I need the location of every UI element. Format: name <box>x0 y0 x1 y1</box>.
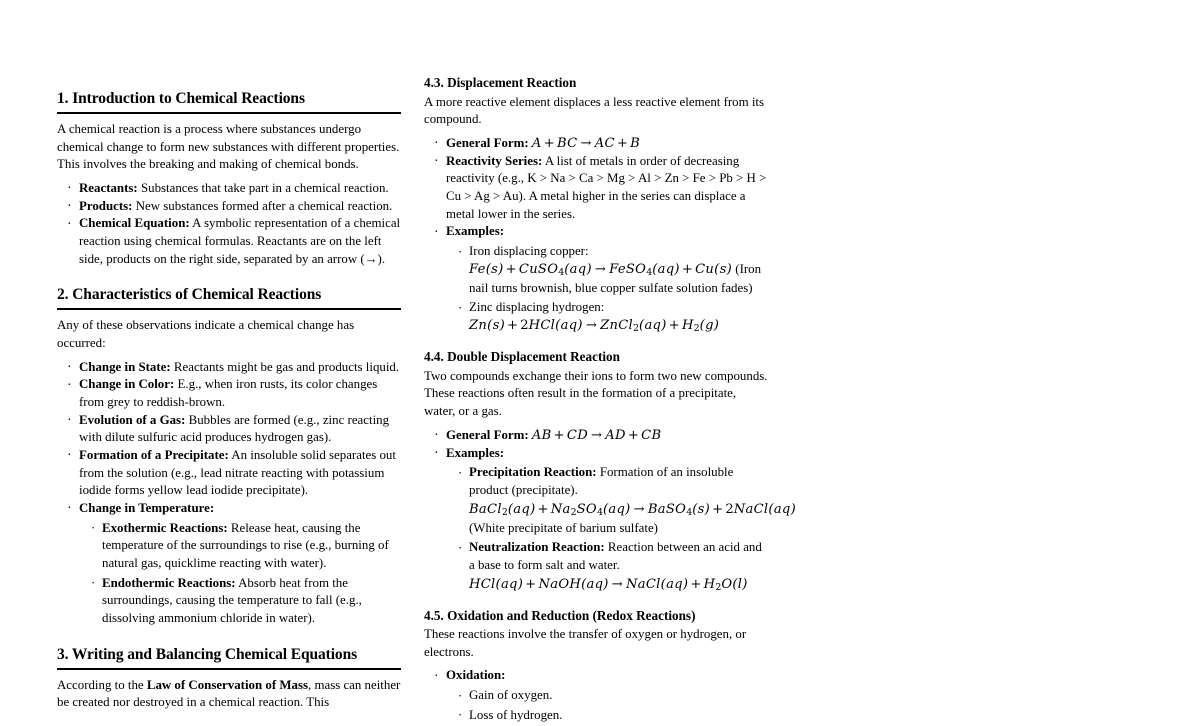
section-double-displacement-reaction <box>424 349 797 594</box>
subsection-4-4-list <box>424 427 797 595</box>
term-label: Change in Temperature: <box>79 500 215 515</box>
term-label: Evolution of a Gas: <box>79 412 186 427</box>
list-item <box>432 223 768 336</box>
example-lead: Zinc displacing hydrogen: <box>469 300 605 315</box>
general-form-equation: A + BC → AC + B <box>531 135 641 151</box>
term-label: Change in State: <box>79 359 171 374</box>
section-2-bullet-list <box>57 359 401 628</box>
section-3-intro <box>57 677 401 712</box>
example-equation: Fe(s) + CuSO$_4$(aq) → FeSO$_4$(aq) + Cu(s) <box>469 261 733 278</box>
left-column <box>57 0 401 714</box>
examples-label: Examples: <box>446 224 505 239</box>
term-text: A symbolic representation of a chemical reaction using chemical formulas. Reactants are on the left side, products on the right side, separated by an arrow (→). <box>79 216 401 266</box>
subsection-heading-4-5: 4.5. Oxidation and Reduction (Redox Reactions) <box>424 607 696 623</box>
subsection-4-3-intro: A more reactive element displaces a less reactive element from its compound. <box>424 94 765 127</box>
term-label: Chemical Equation: <box>79 216 190 231</box>
reactivity-series-label: Reactivity Series: <box>446 153 543 168</box>
term-text: New substances formed after a chemical reaction. <box>135 198 393 213</box>
list-item <box>65 376 401 411</box>
term-text: Reaction between an acid and a base to form salt and water. <box>469 540 762 572</box>
term-text: Substances that take part in a chemical reaction. <box>140 180 389 195</box>
term-label: Change in Color: <box>79 377 175 392</box>
list-item <box>456 243 768 297</box>
section-heading-3: 3. Writing and Balancing Chemical Equations <box>57 645 358 663</box>
list-item <box>65 412 401 447</box>
term-label: Reactants: <box>79 180 138 195</box>
section-introduction <box>57 90 401 268</box>
term-text: Bubbles are formed (e.g., zinc reacting with dilute sulfuric acid produces hydrogen gas). <box>79 412 390 445</box>
list-item <box>432 427 768 445</box>
example-equation: BaCl$_2$(aq) + $Na_2SO_4(aq)$ → BaSO$_4$(s) + 2NaCl(aq) <box>469 501 797 518</box>
list-item <box>432 153 768 224</box>
right-column <box>424 0 797 726</box>
section-displacement-reaction <box>424 75 768 336</box>
section-1-intro: A chemical reaction is a process where substances undergo chemical change to form new substances with different properties. This involves the breaking and making of chemical bonds. <box>57 121 400 172</box>
general-form-equation: AB + CD → AD + CB <box>531 427 662 443</box>
term-label: Products: <box>79 198 133 213</box>
list-item <box>65 500 401 628</box>
term-label: Endothermic Reactions: <box>102 575 236 590</box>
list-item: · Loss of hydrogen. <box>456 707 768 725</box>
section-characteristics <box>57 286 401 627</box>
example-lead: Iron displacing copper: <box>469 244 589 259</box>
intro-part-1: According to the <box>57 677 147 692</box>
term-label: Formation of a Precipitate: <box>79 447 229 462</box>
list-item <box>65 198 401 216</box>
list-item <box>89 575 401 628</box>
subsection-4-4-intro: Two compounds exchange their ions to form two new compounds. These reactions often result in the formation of a precipitate, water, or a gas. <box>424 368 768 418</box>
subsection-4-3-list <box>424 135 768 336</box>
section-redox-reactions <box>424 608 768 725</box>
list-item <box>432 135 768 153</box>
list-item <box>456 464 797 537</box>
law-conservation-mass: Law of Conservation of Mass <box>146 677 308 692</box>
examples-label: Examples: <box>446 445 505 460</box>
section-heading-1: 1. Introduction to Chemical Reactions <box>57 90 305 107</box>
list-item <box>456 539 768 594</box>
subsection-heading-4-4: 4.4. Double Displacement Reaction <box>424 349 620 365</box>
heading-rule <box>57 112 401 114</box>
heading-rule <box>57 308 401 310</box>
heading-rule <box>57 668 401 670</box>
list-item <box>65 215 401 268</box>
list-item <box>456 299 768 336</box>
list-item <box>65 359 401 377</box>
list-item <box>65 447 401 500</box>
term-label: Neutralization Reaction: <box>469 540 605 555</box>
intro-part-2: , mass can neither be created nor destroyed in a chemical reaction. This <box>57 677 401 710</box>
term-text: Formation of an insoluble product (precipitate). <box>469 465 734 497</box>
list-item <box>432 667 768 724</box>
term-label: Exothermic Reactions: <box>102 520 228 535</box>
subsection-4-5-list <box>424 667 768 724</box>
term-text: Release heat, causing the temperature of the surroundings to rise (e.g., burning of natural gas, quicklime reacting with water). <box>102 520 389 570</box>
double-displacement-examples-list <box>446 464 797 594</box>
list-item <box>89 520 401 573</box>
list-item <box>432 445 797 595</box>
section-writing-balancing <box>57 646 401 712</box>
term-text: Absorb heat from the surroundings, causing the temperature to fall (e.g., dissolving ammonium chloride in water). <box>102 575 362 625</box>
term-text: An insoluble solid separates out from the solution (e.g., lead nitrate reacting with potassium iodide forms yellow lead iodide precipitate). <box>79 447 396 498</box>
term-text: E.g., when iron rusts, its color changes from grey to reddish-brown. <box>79 377 378 409</box>
oxidation-label: Oxidation: <box>446 668 506 683</box>
list-item <box>65 180 401 198</box>
displacement-examples-list <box>446 243 768 336</box>
oxidation-sub-list <box>446 687 768 724</box>
example-note: (White precipitate of barium sulfate) <box>469 520 658 535</box>
general-form-label: General Form: <box>446 135 529 150</box>
subsection-heading-4-3: 4.3. Displacement Reaction <box>424 75 577 90</box>
term-text: Reactants might be gas and products liquid. <box>173 359 400 374</box>
temperature-sub-list <box>79 520 401 628</box>
list-item: · Gain of oxygen. <box>456 687 768 705</box>
example-note: (Iron nail turns brownish, blue copper sulfate solution fades) <box>469 261 762 295</box>
general-form-label: General Form: <box>446 427 529 442</box>
term-label: Precipitation Reaction: <box>469 465 597 480</box>
section-2-intro: Any of these observations indicate a chemical change has occurred: <box>57 318 355 350</box>
reactivity-series-text: A list of metals in order of decreasing reactivity (e.g., K > Na > Ca > Mg > Al > Zn > Fe > Pb > H > Cu > Ag > Au). A metal higher in the series can displace a metal lower in the series. <box>446 153 767 221</box>
section-heading-2: 2. Characteristics of Chemical Reactions <box>57 286 322 304</box>
subsection-4-5-intro: These reactions involve the transfer of oxygen or hydrogen, or electrons. <box>424 627 747 659</box>
example-equation: Zn(s) + 2HCl(aq) → ZnCl$_2$(aq) + $H_2(g)$ <box>469 318 720 335</box>
example-equation: HCl(aq) + NaOH(aq) → NaCl(aq) + $H_2O(l)$ <box>469 576 748 593</box>
section-1-bullet-list <box>57 180 401 268</box>
